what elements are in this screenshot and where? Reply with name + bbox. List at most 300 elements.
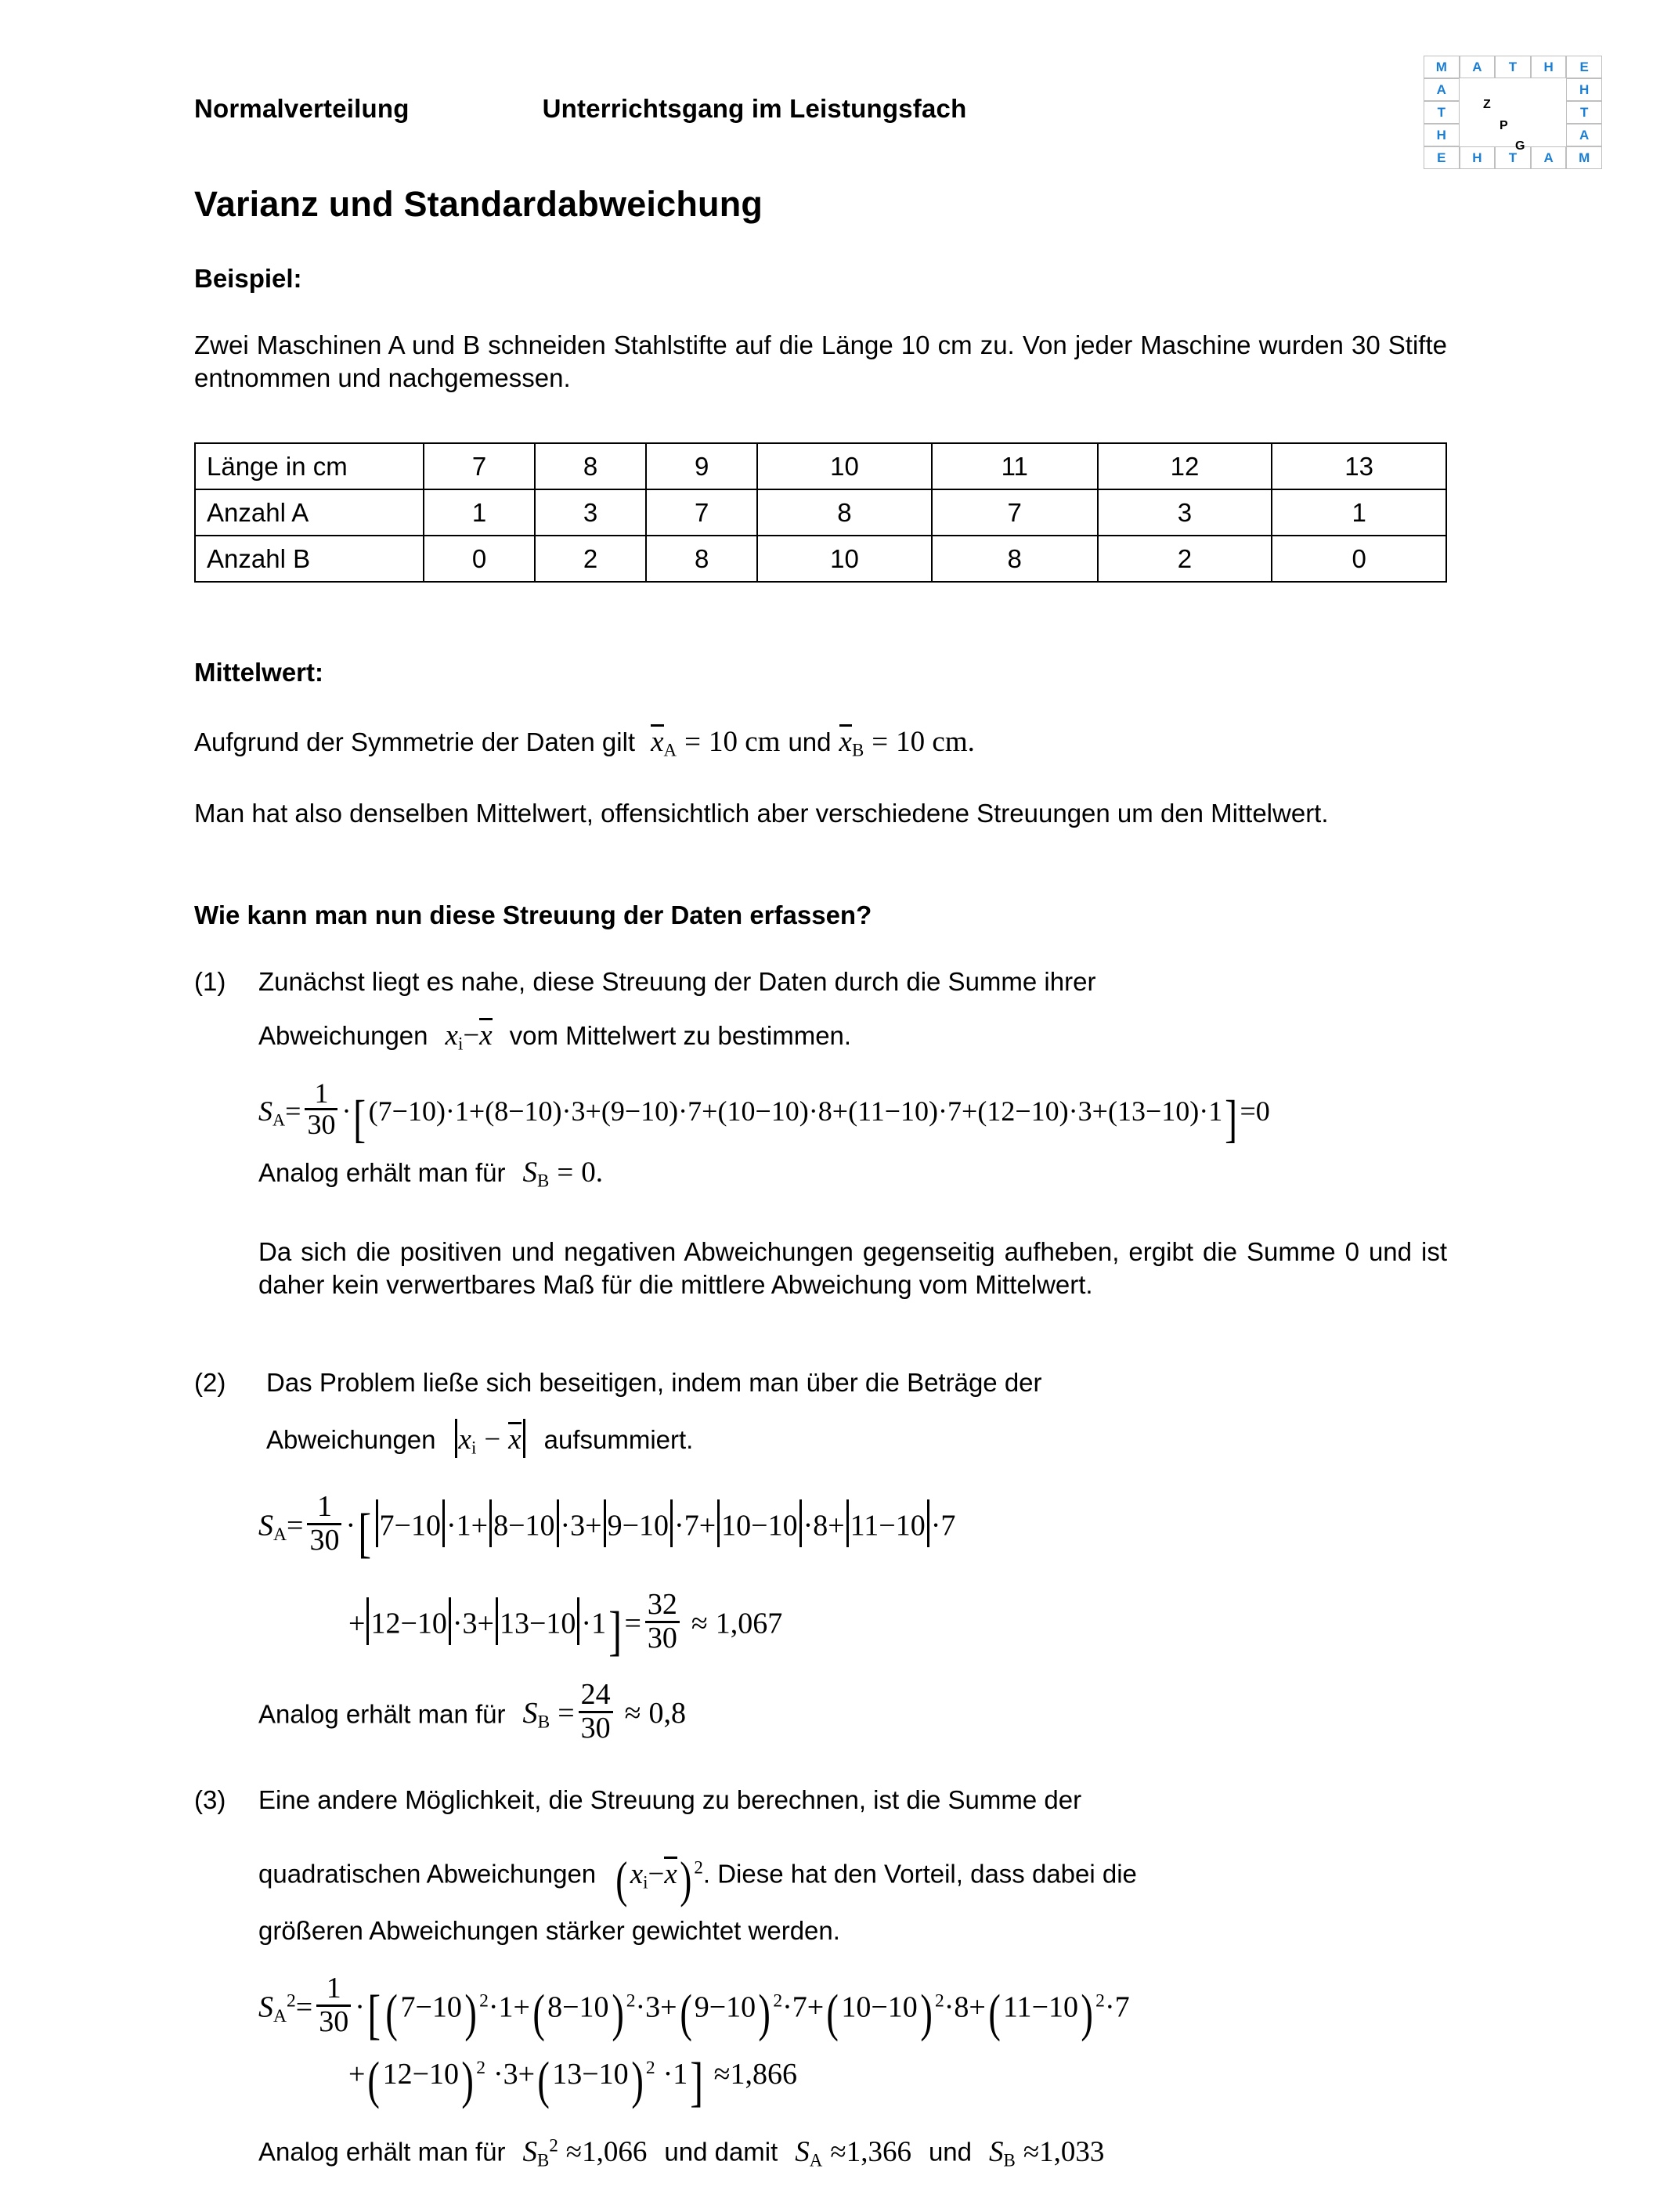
logo-cell-empty <box>1531 101 1567 124</box>
equals-sign: = <box>295 1990 313 2024</box>
final-mid: und damit <box>664 2137 778 2167</box>
term-weight: 3 <box>571 1095 586 1128</box>
term-a: 9 <box>694 1990 709 2024</box>
mean-value-a: 10 cm <box>709 726 781 758</box>
term-a: 11 <box>857 1095 885 1128</box>
fraction-one-thirtieth <box>307 1492 341 1556</box>
abs-bar-icon <box>489 1499 492 1547</box>
fraction-denominator: 30 <box>645 1621 680 1654</box>
analog-pre: Analog erhält man für <box>258 1158 506 1187</box>
item-3-final-line <box>258 2134 1104 2171</box>
logo-cell: E <box>1424 146 1460 169</box>
fraction-denominator: 30 <box>307 1523 341 1557</box>
term-a: 8 <box>493 1509 509 1543</box>
formula-lhs-subscript: A <box>272 1110 286 1130</box>
paren-close-icon: ) <box>611 1985 624 2043</box>
table-cell: 3 <box>1098 489 1272 536</box>
item-3-formula-line1: $S_A^2=$ $\frac{1}{30}$ ·[(7−10) $^2$·1+(8−10) $^2$·3+(9−10) $^2$·7+(10−10) $^2$·8+(11−10) $^2$·7 <box>258 1973 1130 2051</box>
term-a: 12 <box>987 1095 1016 1128</box>
abs-bar-icon <box>442 1499 445 1547</box>
term-group: (8−10)·3 <box>485 1095 586 1128</box>
logo-cell: T <box>1495 146 1531 169</box>
table-cell: 7 <box>424 443 535 489</box>
table-cell: 8 <box>757 489 932 536</box>
term-a: 9 <box>607 1509 623 1543</box>
exponent-two: 2 <box>479 1990 489 2012</box>
page-title: Varianz und Standardabweichung <box>194 184 763 224</box>
x-symbol: x <box>630 1857 644 1890</box>
logo-cell: M <box>1566 146 1602 169</box>
item-2-formula-line2: + 12−10 ·3+ 13−10 ·1]= $\frac{32}{30}$ ≈ 1,067 <box>348 1590 782 1667</box>
abs-bar-icon <box>604 1499 606 1547</box>
logo-cell: E <box>1566 56 1602 78</box>
term-weight: 1 <box>498 1990 514 2024</box>
exponent-two: 2 <box>645 2057 655 2078</box>
logo-cell-empty <box>1460 124 1496 146</box>
table-cell: 3 <box>535 489 646 536</box>
x-symbol: x <box>458 1424 471 1456</box>
final-symbol-1: S <box>522 2135 538 2168</box>
paren-close-icon: ) <box>920 1985 933 2043</box>
equals-sign: = <box>557 1157 574 1189</box>
term-b: 10 <box>525 1509 555 1543</box>
abs-bar-icon <box>557 1499 559 1547</box>
final-sa <box>795 2135 911 2171</box>
table-row <box>195 443 1446 489</box>
abs-bar-icon <box>496 1597 498 1645</box>
term-weight: 7 <box>792 1990 807 2024</box>
paren-open-icon: ( <box>367 2051 381 2109</box>
table-cell: 7 <box>646 489 757 536</box>
logo-cell-empty <box>1460 78 1496 101</box>
term-b: 10 <box>524 1095 553 1128</box>
table-cell: 10 <box>757 443 932 489</box>
table-cell: 0 <box>424 536 535 582</box>
term-weight: 1 <box>673 2057 688 2091</box>
equals-sign: = <box>684 726 701 758</box>
term-a: 11 <box>850 1509 879 1543</box>
formula-result: 1,866 <box>730 2057 798 2091</box>
abs-bar-icon <box>670 1499 673 1547</box>
table-cell: 13 <box>1272 443 1446 489</box>
item-1-number: (1) <box>194 967 226 996</box>
analog-formula <box>523 1157 603 1189</box>
final-value-1: 1,066 <box>582 2135 648 2168</box>
logo-cell: A <box>1460 56 1496 78</box>
fraction-one-thirtieth <box>316 1973 351 2037</box>
term-weight: 8 <box>817 1095 832 1128</box>
exponent-two: 2 <box>626 1990 636 2012</box>
item-3-number: (3) <box>194 1785 226 1814</box>
logo-cell-empty <box>1495 101 1531 124</box>
exponent-two: 2 <box>694 1857 703 1877</box>
mean-conjunction: und <box>788 727 832 756</box>
logo-inner-letter-p: P <box>1500 119 1508 132</box>
fraction-numerator: 32 <box>647 1588 677 1621</box>
abs-deviation-expression <box>453 1424 527 1456</box>
x-bar-b-subscript: B <box>851 740 864 760</box>
approx-sign: ≈ <box>691 1607 708 1640</box>
page-header <box>194 94 1369 124</box>
minus-sign: − <box>463 1019 480 1052</box>
fraction-denominator: 30 <box>316 2005 351 2038</box>
term-weight: 1 <box>454 1095 469 1128</box>
x-bar-symbol: x <box>664 1857 677 1890</box>
table-cell: 7 <box>932 489 1098 536</box>
final-conjunction: und <box>928 2137 972 2167</box>
term-b: 10 <box>900 1095 929 1128</box>
term-b: 10 <box>641 1095 669 1128</box>
x-bar-symbol: x <box>479 1019 493 1052</box>
heading-beispiel: Beispiel: <box>194 264 302 293</box>
mathe-puzzle-logo <box>1424 56 1602 169</box>
table-row-label: Anzahl B <box>195 536 424 582</box>
final-exponent-1: 2 <box>549 2135 558 2155</box>
item-2-formula-line1: $S_A=$ $\frac{1}{30}$ ·[ 7−10 ·1+ 8−10 ·3+ 9−10 ·7+ 10−10 ·8+ 11−10 ·7 <box>258 1492 955 1569</box>
abs-bar-icon <box>449 1597 451 1645</box>
paren-close-icon: ) <box>461 2051 474 2109</box>
abs-bar-right-icon <box>523 1419 525 1458</box>
exponent-two: 2 <box>934 1990 944 2012</box>
term-a: 8 <box>494 1095 509 1128</box>
table-cell: 8 <box>646 536 757 582</box>
example-text: Zwei Maschinen A und B schneiden Stahlstifte auf die Länge 10 cm zu. Von jeder Maschine wurden 30 Stifte entnommen und nachgemessen. <box>194 330 1447 392</box>
x-bar-symbol: x <box>508 1424 522 1456</box>
term-b: 10 <box>407 1095 436 1128</box>
abs-bar-left-icon <box>455 1419 457 1458</box>
logo-cell: T <box>1495 56 1531 78</box>
item-2-number: (2) <box>194 1368 226 1397</box>
item-1-line2-pre: Abweichungen <box>258 1021 428 1050</box>
table-cell: 8 <box>932 536 1098 582</box>
fraction-numerator: 1 <box>326 1972 341 2005</box>
mean-sentence <box>194 724 1447 762</box>
logo-cell-empty <box>1495 124 1531 146</box>
term-weight: 3 <box>462 1607 478 1640</box>
table-cell: 2 <box>1098 536 1272 582</box>
bracket-close-icon: ] <box>690 2051 704 2113</box>
analog-formula <box>522 1678 687 1745</box>
approx-sign: ≈ <box>565 2135 583 2168</box>
term-a: 13 <box>552 2057 583 2091</box>
header-subtitle: Unterrichtsgang im Leistungsfach <box>542 94 967 123</box>
item-1-line2 <box>258 1018 851 1055</box>
table-cell: 1 <box>424 489 535 536</box>
term-weight: 1 <box>1208 1095 1223 1128</box>
term-b: 10 <box>431 1990 462 2024</box>
term-a: 7 <box>379 1509 395 1543</box>
formula-lhs-exponent: 2 <box>287 1990 296 2012</box>
x-bar-a-subscript: A <box>663 740 677 760</box>
term-b: 10 <box>1030 1095 1059 1128</box>
equals-sign: = <box>287 1509 304 1543</box>
equals-sign: = <box>558 1697 575 1730</box>
paren-open-icon: ( <box>826 1985 839 2043</box>
item-3-line2-post: . Diese hat den Vorteil, dass dabei die <box>702 1859 1137 1889</box>
abs-bar-icon <box>717 1499 720 1547</box>
paren-close-icon: ) <box>1081 1985 1093 2043</box>
approx-sign: ≈ <box>624 1697 641 1730</box>
final-pre: Analog erhält man für <box>258 2137 506 2167</box>
fraction-result <box>645 1590 680 1654</box>
logo-cell-empty <box>1495 78 1531 101</box>
fraction-one-thirtieth <box>305 1079 337 1140</box>
term-weight: 1 <box>591 1607 607 1640</box>
multiplication-dot: · <box>355 1990 365 2024</box>
term-weight: 3 <box>1077 1095 1092 1128</box>
term-b: 10 <box>1161 1095 1190 1128</box>
abs-bar-icon <box>927 1499 929 1547</box>
x-subscript-i: i <box>471 1438 477 1458</box>
minus-sign: − <box>648 1857 665 1890</box>
mean-formula-b <box>839 726 975 758</box>
fraction-analog <box>579 1680 613 1744</box>
term-weight: 1 <box>456 1509 471 1543</box>
final-value-2: 1,366 <box>846 2135 911 2168</box>
analog-symbol: S <box>522 1157 538 1189</box>
squared-deviation-expression <box>613 1852 703 1908</box>
fraction-numerator: 1 <box>316 1490 332 1523</box>
item-1-analog <box>258 1155 603 1193</box>
logo-cell: A <box>1531 146 1567 169</box>
term-weight: 8 <box>954 1990 969 2024</box>
item-2-line2-pre: Abweichungen <box>266 1425 436 1455</box>
term-a: 7 <box>377 1095 392 1128</box>
abs-bar-icon <box>577 1597 579 1645</box>
exponent-two: 2 <box>1095 1990 1105 2012</box>
abs-bar-icon <box>799 1499 802 1547</box>
item-2-line1: Das Problem ließe sich beseitigen, indem man über die Beträge der <box>266 1368 1042 1397</box>
term-group: (13−10)·1 <box>1107 1095 1223 1128</box>
logo-cell: H <box>1424 124 1460 146</box>
abs-bar-icon <box>366 1597 369 1645</box>
term-group: (7−10)·1 <box>368 1095 469 1128</box>
fraction-numerator: 24 <box>580 1678 611 1711</box>
term-weight: 7 <box>684 1509 699 1543</box>
term-b: 10 <box>767 1509 798 1543</box>
formula-result: 0 <box>1255 1095 1270 1128</box>
term-group: (11−10)·7 <box>848 1095 962 1128</box>
term-weight: 7 <box>940 1509 956 1543</box>
term-a: 10 <box>841 1990 872 2024</box>
final-subscript-1: B <box>537 2150 550 2171</box>
term-weight: 8 <box>813 1509 828 1543</box>
paren-open-icon: ( <box>615 1852 628 1908</box>
period: . <box>967 726 975 758</box>
exponent-two: 2 <box>773 1990 783 2012</box>
term-weight: 7 <box>947 1095 962 1128</box>
x-bar-a-symbol: x <box>651 726 664 758</box>
approx-sign: ≈ <box>713 2057 731 2091</box>
mean-sentence-text: Aufgrund der Symmetrie der Daten gilt <box>194 727 636 756</box>
mean-formula-a <box>651 726 780 758</box>
table-row-label: Länge in cm <box>195 443 424 489</box>
table-cell: 10 <box>757 536 932 582</box>
logo-cell-empty <box>1531 78 1567 101</box>
term-b: 10 <box>639 1509 669 1543</box>
item-2-line2-post: aufsummiert. <box>543 1425 694 1455</box>
final-value-3: 1,033 <box>1039 2135 1105 2168</box>
bracket-close-icon: ] <box>1225 1091 1238 1149</box>
final-sb-squared <box>522 2135 648 2171</box>
paren-close-icon: ) <box>758 1985 771 2043</box>
final-symbol-2: S <box>795 2135 810 2168</box>
analog-subscript: B <box>537 1712 550 1733</box>
table-cell: 12 <box>1098 443 1272 489</box>
multiplication-dot: · <box>341 1095 352 1128</box>
term-a: 11 <box>1002 1990 1032 2024</box>
logo-inner-letter-g: G <box>1515 139 1525 153</box>
term-a: 7 <box>400 1990 416 2024</box>
formula-result-decimal: 1,067 <box>715 1607 783 1640</box>
paren-open-icon: ( <box>679 1985 692 2043</box>
term-b: 10 <box>579 1990 609 2024</box>
fraction-denominator: 30 <box>579 1711 613 1745</box>
term-a: 10 <box>721 1509 752 1543</box>
term-a: 13 <box>1117 1095 1146 1128</box>
header-topic: Normalverteilung <box>194 94 410 123</box>
paren-close-icon: ) <box>680 1852 692 1908</box>
term-weight: 3 <box>503 2057 518 2091</box>
paren-open-icon: ( <box>988 1985 1001 2043</box>
table-row <box>195 536 1446 582</box>
term-group: (10−10)·8 <box>717 1095 832 1128</box>
item-3-line1: Eine andere Möglichkeit, die Streuung zu berechnen, ist die Summe der <box>258 1785 1082 1814</box>
mean-paragraph: Man hat also denselben Mittelwert, offensichtlich aber verschiedene Streuungen um den Mittelwert. <box>194 799 1329 828</box>
x-subscript-i: i <box>457 1034 464 1054</box>
item-1-line1: Zunächst liegt es nahe, diese Streuung der Daten durch die Summe ihrer <box>258 967 1096 996</box>
question-heading: Wie kann man nun diese Streuung der Daten erfassen? <box>194 900 872 929</box>
paren-open-icon: ( <box>537 2051 550 2109</box>
analog-value: 0 <box>581 1157 596 1189</box>
term-a: 8 <box>547 1990 563 2024</box>
term-weight: 7 <box>1114 1990 1130 2024</box>
term-b: 10 <box>1048 1990 1078 2024</box>
logo-inner-letter-z: Z <box>1483 98 1491 111</box>
paren-open-icon: ( <box>532 1985 545 2043</box>
approx-sign: ≈ <box>1023 2135 1040 2168</box>
logo-cell: T <box>1566 101 1602 124</box>
bracket-open-icon: [ <box>353 1091 366 1149</box>
paren-close-icon: ) <box>464 1985 477 2043</box>
logo-cell: T <box>1424 101 1460 124</box>
item-2-line2 <box>266 1419 693 1460</box>
term-a: 13 <box>499 1607 529 1640</box>
table-cell: 11 <box>932 443 1098 489</box>
term-b: 10 <box>417 1607 447 1640</box>
bracket-open-icon: [ <box>358 1503 372 1564</box>
fraction-denominator: 30 <box>305 1108 337 1139</box>
exponent-two: 2 <box>476 2057 485 2078</box>
table-cell: 0 <box>1272 536 1446 582</box>
formula-lhs-subscript: A <box>273 1524 287 1545</box>
logo-cell: H <box>1566 78 1602 101</box>
item-1-note: Da sich die positiven und negativen Abweichungen gegenseitig aufheben, ergibt die Summe 0 und ist daher kein verwertbares Maß für die mittlere Abweichung vom Mittelwert. <box>258 1237 1447 1299</box>
item-3-formula-line2: +(12−10) $^2$ ·3+(13−10) $^2$ ·1] ≈1,866 <box>348 2048 797 2117</box>
minus-sign: − <box>484 1424 501 1456</box>
table-row-label: Anzahl A <box>195 489 424 536</box>
formula-lhs-subscript: A <box>273 2005 287 2026</box>
table-row <box>195 489 1446 536</box>
table-cell: 9 <box>646 443 757 489</box>
term-b: 10 <box>598 2057 629 2091</box>
term-weight: 3 <box>570 1509 586 1543</box>
item-3-line2-pre: quadratischen Abweichungen <box>258 1859 597 1889</box>
paren-close-icon: ) <box>630 2051 644 2109</box>
x-symbol: x <box>445 1019 458 1052</box>
term-group: (12−10)·3 <box>977 1095 1092 1128</box>
term-b: 10 <box>726 1990 756 2024</box>
item-1-formula: $S_A=$ $\frac{1}{30}$ ·[(7−10)·1+(8−10)·3+(9−10)·7+(10−10)·8+(11−10)·7+(12−10)·3+(13−10)·1]=0 <box>258 1079 1270 1153</box>
fraction-numerator: 1 <box>314 1077 329 1109</box>
logo-cell: A <box>1566 124 1602 146</box>
term-weight: 3 <box>645 1990 661 2024</box>
term-b: 10 <box>546 1607 576 1640</box>
period: . <box>595 1157 603 1189</box>
logo-cell: H <box>1531 56 1567 78</box>
term-b: 10 <box>771 1095 799 1128</box>
item-1-line2-post: vom Mittelwert zu bestimmen. <box>509 1021 852 1050</box>
term-b: 10 <box>887 1990 918 2024</box>
final-subscript-3: B <box>1003 2150 1016 2171</box>
mean-value-b: 10 cm <box>896 726 968 758</box>
term-b: 10 <box>895 1509 926 1543</box>
paren-open-icon: ( <box>385 1985 399 2043</box>
deviation-expression <box>446 1019 493 1052</box>
equals-sign: = <box>285 1095 301 1128</box>
item-3-line3: größeren Abweichungen stärker gewichtet werden. <box>258 1916 840 1945</box>
final-symbol-3: S <box>989 2135 1004 2168</box>
formula-lhs: S <box>258 1990 273 2024</box>
item-2-analog <box>258 1680 686 1744</box>
term-a: 12 <box>382 2057 413 2091</box>
approx-sign: ≈ <box>830 2135 846 2168</box>
formula-lhs: S <box>258 1509 273 1543</box>
x-subscript-i: i <box>643 1871 648 1892</box>
table-cell: 2 <box>535 536 646 582</box>
multiplication-dot: · <box>345 1509 356 1543</box>
measurement-table <box>194 442 1447 583</box>
term-b: 10 <box>429 2057 460 2091</box>
abs-bar-icon <box>846 1499 849 1547</box>
analog-subscript: B <box>537 1171 550 1191</box>
final-subscript-2: A <box>809 2150 823 2171</box>
logo-cell: H <box>1460 146 1496 169</box>
equals-sign: = <box>872 726 889 758</box>
logo-cell-empty <box>1460 101 1496 124</box>
item-3-line2 <box>258 1848 1137 1912</box>
term-a: 10 <box>727 1095 756 1128</box>
logo-cell: M <box>1424 56 1460 78</box>
term-a: 9 <box>610 1095 625 1128</box>
bracket-open-icon: [ <box>367 1984 381 2046</box>
table-cell: 1 <box>1272 489 1446 536</box>
analog-pre: Analog erhält man für <box>258 1699 506 1729</box>
logo-cell-empty <box>1531 124 1567 146</box>
term-weight: 7 <box>688 1095 702 1128</box>
final-sb <box>989 2135 1105 2171</box>
analog-symbol: S <box>522 1697 538 1730</box>
formula-lhs: S <box>258 1095 272 1128</box>
analog-value: 0,8 <box>648 1697 687 1730</box>
abs-bar-icon <box>376 1499 378 1547</box>
term-a: 12 <box>370 1607 401 1640</box>
term-b: 10 <box>410 1509 441 1543</box>
table-cell: 8 <box>535 443 646 489</box>
term-group: (9−10)·7 <box>601 1095 702 1128</box>
bracket-close-icon: ] <box>608 1600 623 1662</box>
x-bar-b-symbol: x <box>839 726 852 758</box>
